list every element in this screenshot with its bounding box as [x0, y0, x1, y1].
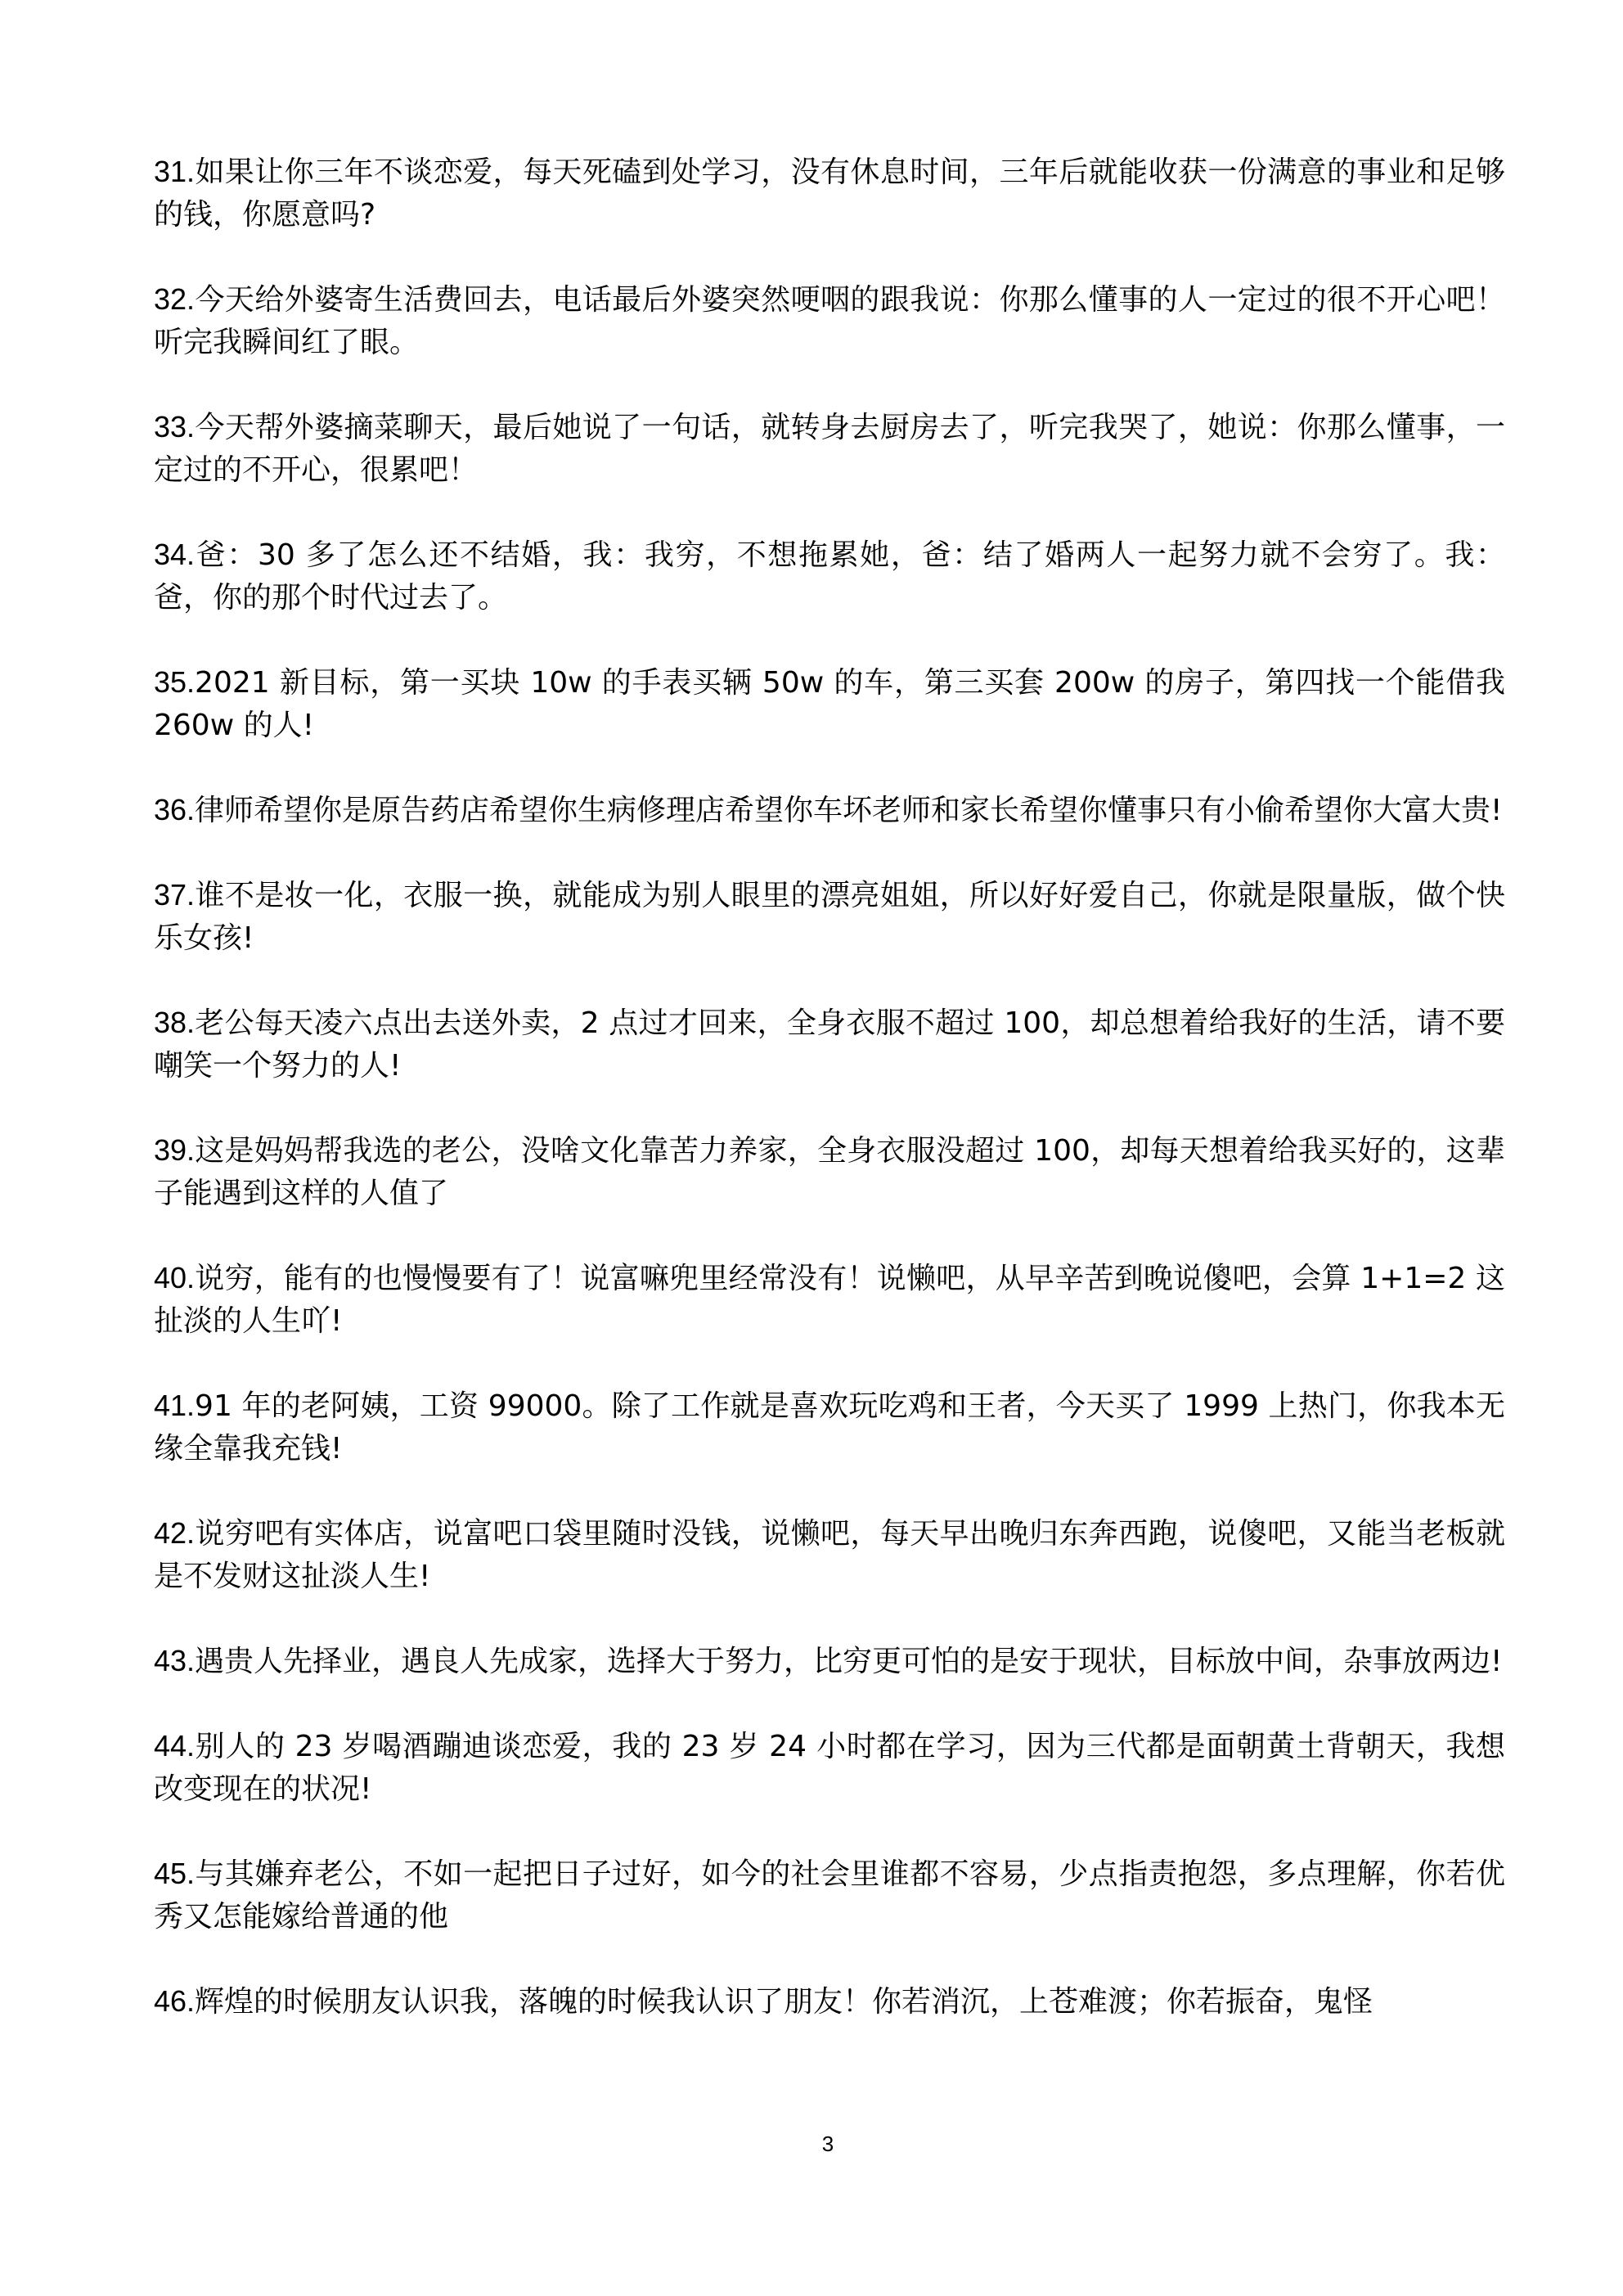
item-number: 33. — [154, 410, 196, 443]
item-number: 35. — [154, 665, 196, 699]
list-item-45 — [154, 1853, 1505, 1938]
item-number: 44. — [154, 1729, 196, 1763]
list-item-36 — [154, 789, 1505, 832]
page-number: 3 — [821, 2132, 834, 2156]
list-item-37 — [154, 874, 1505, 960]
list-item-32 — [154, 278, 1505, 364]
item-text: 别人的 23 岁喝酒蹦迪谈恋爱，我的 23 岁 24 小时都在学习，因为三代都是面朝黄土背朝天，我想改变现在的状况! — [154, 1730, 1505, 1806]
list-item-35 — [154, 661, 1505, 747]
list-item-33 — [154, 406, 1505, 492]
list-item-43 — [154, 1640, 1505, 1683]
list-item-39 — [154, 1129, 1505, 1215]
list-item-34 — [154, 533, 1505, 619]
item-text: 遇贵人先择业，遇良人先成家，选择大于努力，比穷更可怕的是安于现状，目标放中间，杂事放两边! — [195, 1645, 1503, 1678]
item-text: 说穷，能有的也慢慢要有了！说富嘛兜里经常没有！说懒吧，从早辛苦到晚说傻吧，会算 1+1=2 这扯淡的人生吖! — [154, 1262, 1505, 1338]
list-item-31 — [154, 151, 1505, 236]
item-number: 42. — [154, 1516, 196, 1550]
item-number: 43. — [154, 1644, 196, 1677]
list-item-41 — [154, 1384, 1505, 1470]
item-number: 36. — [154, 793, 196, 826]
item-text: 与其嫌弃老公，不如一起把日子过好，如今的社会里谁都不容易，少点指责抱怨，多点理解，你若优秀又怎能嫁给普通的他 — [154, 1857, 1505, 1934]
item-text: 今天给外婆寄生活费回去，电话最后外婆突然哽咽的跟我说：你那么懂事的人一定过的很不开心吧！听完我瞬间红了眼。 — [154, 283, 1505, 359]
item-number: 32. — [154, 282, 196, 316]
item-number: 34. — [154, 538, 196, 571]
item-number: 38. — [154, 1006, 196, 1039]
item-number: 40. — [154, 1261, 196, 1294]
item-text: 91 年的老阿姨，工资 99000。除了工作就是喜欢玩吃鸡和王者，今天买了 1999 上热门，你我本无缘全靠我充钱! — [154, 1389, 1505, 1465]
item-number: 31. — [154, 155, 196, 188]
item-text: 谁不是妆一化，衣服一换，就能成为别人眼里的漂亮姐姐，所以好好爱自己，你就是限量版，做个快乐女孩! — [154, 879, 1505, 955]
list-item-46 — [154, 1980, 1505, 2023]
item-text: 今天帮外婆摘菜聊天，最后她说了一句话，就转身去厨房去了，听完我哭了，她说：你那么懂事，一定过的不开心，很累吧！ — [154, 411, 1505, 487]
item-text: 爸：30 多了怎么还不结婚，我：我穷，不想拖累她，爸：结了婚两人一起努力就不会穷了。我：爸，你的那个时代过去了。 — [154, 538, 1505, 615]
item-number: 46. — [154, 1984, 196, 2018]
item-number: 41. — [154, 1389, 196, 1422]
item-text: 律师希望你是原告药店希望你生病修理店希望你车坏老师和家长希望你懂事只有小偷希望你大富大贵! — [195, 794, 1503, 827]
item-number: 37. — [154, 878, 196, 912]
item-text: 2021 新目标，第一买块 10w 的手表买辆 50w 的车，第三买套 200w 的房子，第四找一个能借我 260w 的人! — [154, 666, 1505, 742]
list-item-40 — [154, 1257, 1505, 1343]
document-body — [154, 151, 1505, 2064]
item-text: 辉煌的时候朋友认识我，落魄的时候我认识了朋友！你若消沉，上苍难渡；你若振奋，鬼怪 — [195, 1985, 1373, 2019]
list-item-42 — [154, 1512, 1505, 1598]
item-text: 如果让你三年不谈恋爱，每天死磕到处学习，没有休息时间，三年后就能收获一份满意的事业和足够的钱，你愿意吗? — [154, 155, 1505, 232]
list-item-38 — [154, 1002, 1505, 1087]
item-number: 45. — [154, 1857, 196, 1890]
item-text: 这是妈妈帮我选的老公，没啥文化靠苦力养家，全身衣服没超过 100，却每天想着给我买好的，这辈子能遇到这样的人值了 — [154, 1134, 1505, 1210]
item-text: 老公每天凌六点出去送外卖，2 点过才回来，全身衣服不超过 100，却总想着给我好的生活，请不要嘲笑一个努力的人! — [154, 1006, 1505, 1083]
item-text: 说穷吧有实体店，说富吧口袋里随时没钱，说懒吧，每天早出晚归东奔西跑，说傻吧，又能当老板就是不发财这扯淡人生! — [154, 1517, 1505, 1593]
item-number: 39. — [154, 1133, 196, 1167]
list-item-44 — [154, 1725, 1505, 1811]
